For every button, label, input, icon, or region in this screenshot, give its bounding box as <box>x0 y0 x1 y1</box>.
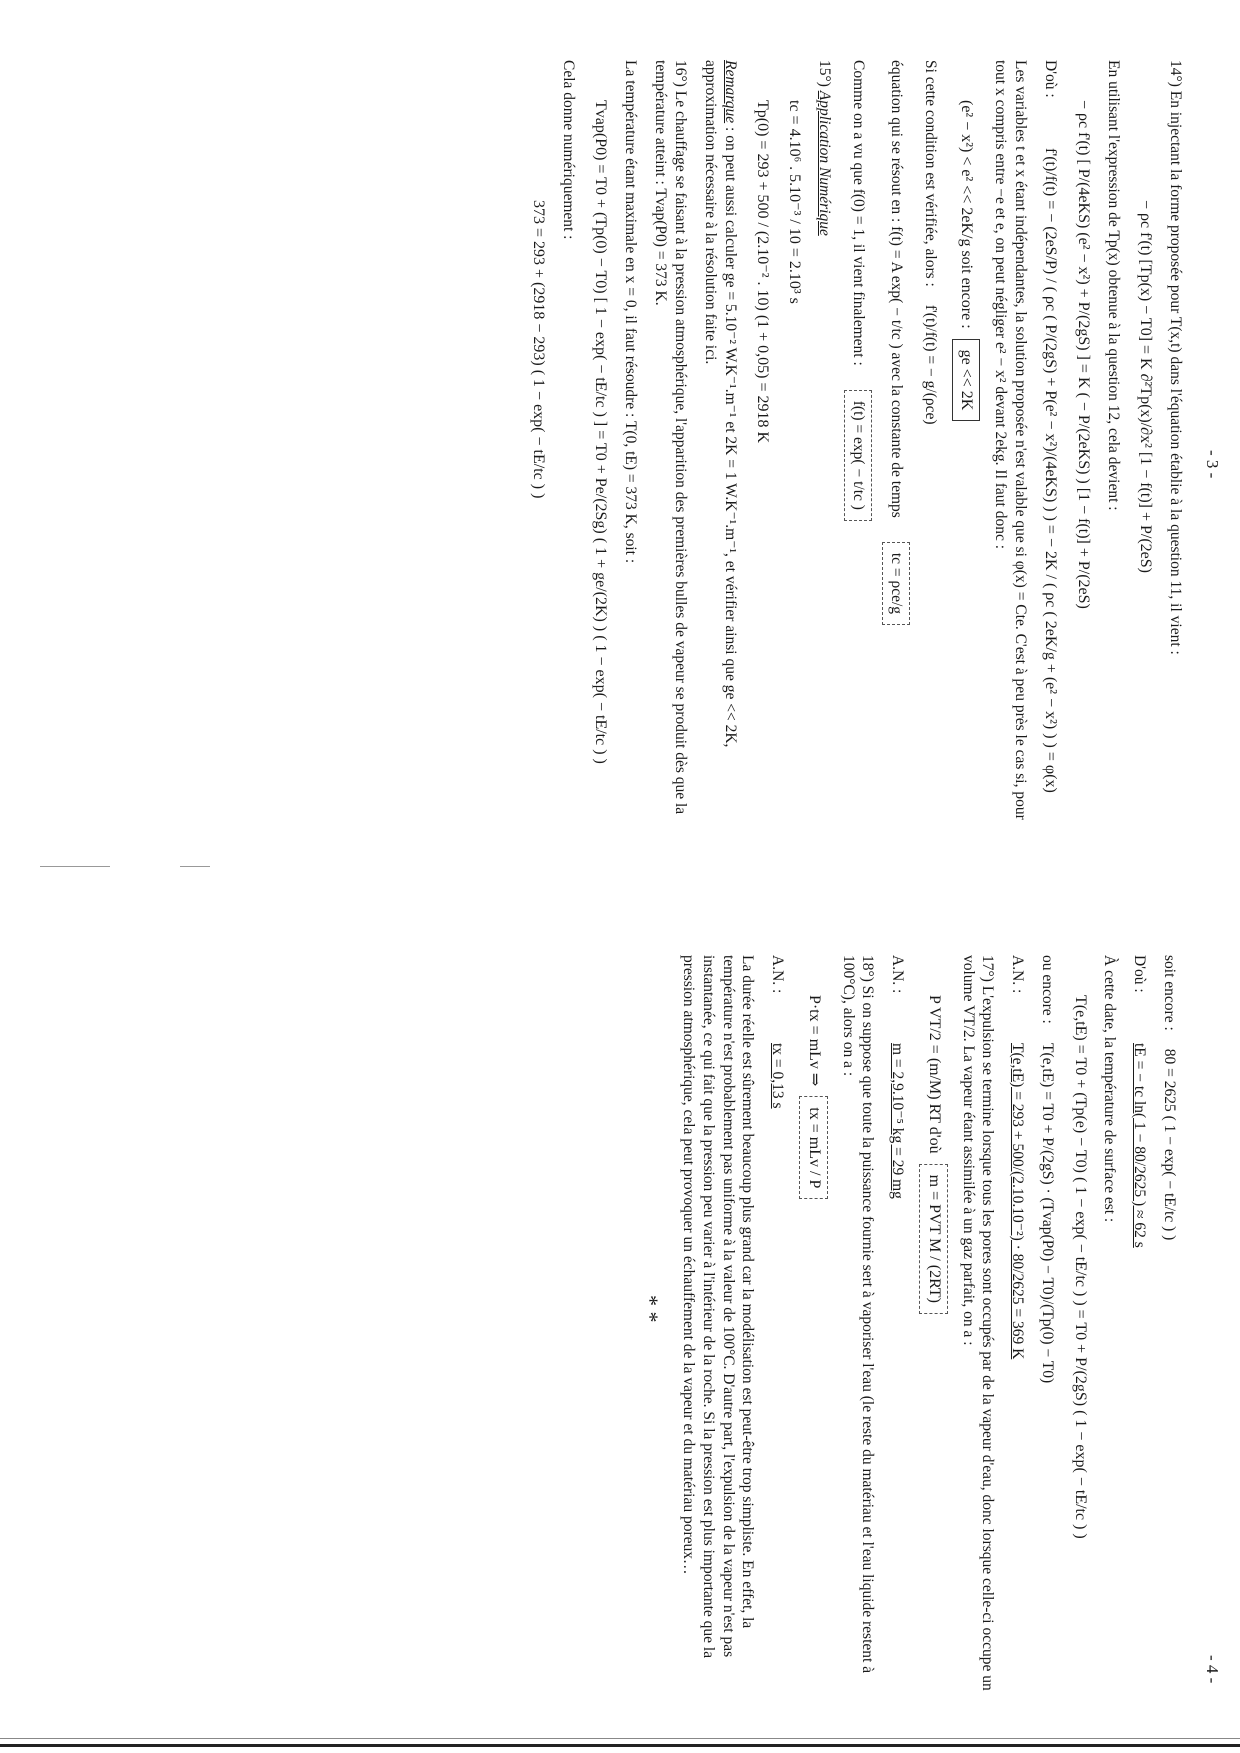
page-4-content <box>638 955 1185 1695</box>
comme-text: Comme on a vu que f(0) = 1, il vient finalement : <box>850 60 868 366</box>
soit-row <box>1159 955 1179 1695</box>
mass-box: m = PVT M / (2RT) <box>919 1164 947 1314</box>
remarque-paragraph <box>700 60 740 840</box>
equation-gas <box>919 995 947 1695</box>
page-number: - 4 - <box>1203 1655 1222 1684</box>
equation-substituted: − ρc f'(t) [ P/(4eKS) (e² − x²) + P/(2gS) ] = K ( − P/(2eKS) ) [1 − f(t)] + P/(2eS) <box>1074 100 1092 609</box>
question-15-title: Application Numérique <box>816 90 834 236</box>
equation-energy <box>799 995 827 1695</box>
fold-mark <box>180 866 210 867</box>
condition-box: ge << 2K <box>952 339 980 422</box>
page-3 <box>0 60 1240 840</box>
equation-surface-numeric: T(e,tE) = 293 + 500/(2.10.10⁻²) · 80/2625 = 369 K <box>1009 1043 1027 1360</box>
scan-edge <box>0 1738 1240 1739</box>
equation-ratio-simplified: f'(t)/f(t) = − g/(ρce) <box>921 304 939 425</box>
an2-row <box>887 955 907 1695</box>
scan-edge <box>0 1744 1240 1747</box>
page-4 <box>0 955 1240 1695</box>
equation-solves-text: équation qui se résout en : f(t) = A exp( − t/tc ) avec la constante de temps <box>887 60 905 518</box>
an2-label: A.N. : <box>889 955 907 994</box>
si-condition-row <box>920 60 940 840</box>
equation-condition <box>952 100 980 840</box>
ideal-gas-equation: P VT/2 = (m/M) RT d'où <box>925 995 943 1154</box>
time-constant-box: tc = ρce/g <box>882 542 910 625</box>
question-17-text: 17°) L'expulsion se termine lorsque tous les pores sont occupés par de la vapeur d'eau, donc lorsque celle-ci occupe un volume VT/2. La vapeur étant assimilée à un gaz parfait, on a : <box>959 955 997 1691</box>
ou-encore-row <box>1037 955 1057 1695</box>
numeric-tp0: Tp(0) = 293 + 500 / (2.10⁻² . 10) (1 + 0,05) = 2918 K <box>754 100 772 444</box>
doou-row <box>1129 955 1149 1695</box>
condition-inequality: (e² − x²) < e² << 2eK/g soit encore : <box>958 100 976 329</box>
remarque-text: : on peut aussi calculer ge = 5.10⁻² W.K⁻¹.m⁻¹ et 2K = 1 W.K⁻¹.m⁻¹, et vérifier ainsi que ge << 2K, approximation nécessaire à la résolution faite ici. <box>701 60 739 748</box>
surface-temperature-text: À cette date, la température de surface est : <box>1101 955 1119 1223</box>
equation-mass-numeric: m = 2,9.10⁻⁵ kg = 29 mg <box>889 1043 907 1199</box>
question-15-label: 15°) <box>816 60 834 87</box>
an3-row <box>767 955 787 1695</box>
remarque-label: Remarque <box>721 60 739 124</box>
an-label: A.N. : <box>1009 955 1027 994</box>
equation-vaporisation: Tvap(P0) = T0 + (Tp(0) − T0) [ 1 − exp( − tE/tc ) ] = T0 + Pe/(2Sg) ( 1 + ge/(2K) ) ( 1 − exp( − tE/tc ) ) <box>592 100 610 764</box>
final-row <box>844 60 872 840</box>
max-temperature-text: La température étant maximale en x = 0, il faut résoudre : T(0, tE) = 373 K, soit : <box>622 60 640 564</box>
question-15-heading <box>815 60 835 840</box>
an3-label: A.N. : <box>769 955 787 994</box>
si-condition-text: Si cette condition est vérifiée, alors : <box>921 60 939 287</box>
equation-surface-alt: T(e,tE) = T0 + P/(2gS) · (Tvap(P0) − T0)/(Tp(0) − T0) <box>1039 1043 1057 1384</box>
question-18-text: 18°) Si on suppose que toute la puissance fournie sert à vaporiser l'eau (le reste du matériau et l'eau liquide restent à 100°C), alors on a : <box>839 955 877 1674</box>
numerique-text: Cela donne numériquement : <box>559 60 577 240</box>
fold-mark <box>40 866 110 867</box>
end-stars: * * <box>638 1295 664 1323</box>
variables-text: Les variables t et x étant indépendantes, la solution proposée n'est valable que si φ(x) = Cte. C'est à peu près le cas si, pour tout x compris entre −e et e, on peut négliger e² − x² devant 2ekg. Il faut donc : <box>992 60 1029 820</box>
doou-label: D'où : <box>1042 60 1060 98</box>
equation-te: tE = − tc ln( 1 − 80/2625 ) ≈ 62 s <box>1131 1043 1149 1248</box>
page-3-content <box>516 60 1185 840</box>
an-row <box>1007 955 1027 1695</box>
soit-label: soit encore : <box>1161 955 1178 1031</box>
equation-ratio: f'(t)/f(t) = − (2eS/P) / ( ρc ( P/(2gS) + P(e² − x²)/(4eKS) ) ) = − 2K / ( ρc ( 2eK/g + (e² − x²) ) ) = φ(x) <box>1042 148 1060 793</box>
equation-tx-numeric: tx = 0,13 s <box>769 1043 787 1109</box>
equation-80: 80 = 2625 ( 1 − exp( − tE/tc ) ) <box>1161 1048 1178 1241</box>
energy-equation: P·tx = mLv ⇒ <box>805 995 823 1087</box>
question-16-text: 16°) Le chauffage se faisant à la pression atmosphérique, l'apparition des premières bulles de vapeur se produit dès que la température atteint : Tvap(P0) = 373 K. <box>652 60 689 815</box>
equation-numeric: 373 = 293 + (2918 − 293) ( 1 − exp( − tE/tc ) ) <box>530 200 548 499</box>
doou-label: D'où : <box>1131 955 1149 993</box>
doou-row <box>1040 60 1060 840</box>
tx-box: tx = mLv / P <box>799 1096 827 1199</box>
numeric-time-constant: tc = 4.10⁶ . 5.10⁻³ / 10 = 2.10³ s <box>786 100 804 304</box>
final-solution-box: f(t) = exp( − t/tc ) <box>844 390 872 521</box>
ou-encore-label: ou encore : <box>1039 955 1057 1024</box>
question-14-intro: 14°) En injectant la forme proposée pour T(x,t) dans l'équation établie à la question 11, il vient : <box>1167 60 1184 655</box>
equation-heat: − ρc f'(t) [Tp(x) − T0] = K ∂²Tp(x)/∂x² [1 − f(t)] + P/(2eS) <box>1137 200 1155 574</box>
page-number: - 3 - <box>1203 450 1222 479</box>
equation-surface: T(e,tE) = T0 + (Tp(e) − T0) ( 1 − exp( − tE/tc ) ) = T0 + P/(2gS) ( 1 − exp( − tE/tc ) ) <box>1071 995 1089 1539</box>
solution-row <box>882 60 910 840</box>
conclusion-text: La durée réelle est sûrement beaucoup plus grand car la modélisation est peut-être trop simpliste. En effet, la température n'est probablement pas uniforme à la valeur de 100°C. D'autre part, l'expulsion de la vapeur n'est pas instantanée, ce qui fait que la pression peu varier à l'intérieur de la roche. Si la pression est plus importante que la pression atmosphérique, cela peut provoquer un échauffement de la vapeur et du matériau poreux… <box>680 955 757 1659</box>
using-expression-text: En utilisant l'expression de Tp(x) obtenue à la question 12, cela devient : <box>1104 60 1122 511</box>
